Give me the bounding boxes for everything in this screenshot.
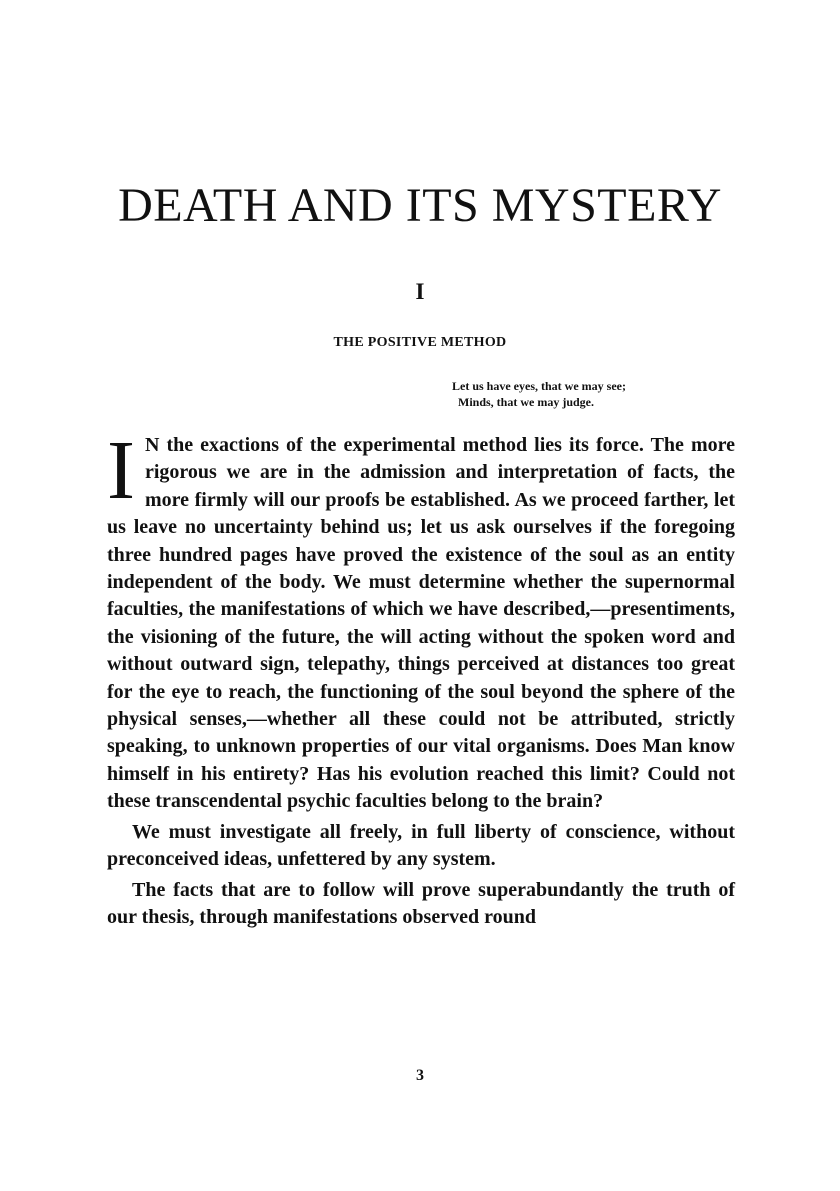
epigraph-line-1: Let us have eyes, that we may see; [452, 379, 626, 393]
epigraph [452, 378, 752, 410]
paragraph-3: The facts that are to follow will prove superabundantly the truth of our thesis, through manifestations observed round [107, 878, 735, 928]
paragraph-1-text: N the exactions of the experimental method lies its force. The more rigorous we are in the admission and interpretation of facts, the more firmly will our proofs be established. As we proceed farther, let us leave no uncertainty behind us; let us ask ourselves if the foregoing three hundred pages have proved the existence of the soul as an entity independent of the body. We must determine whether the supernormal faculties, the manifestations of which we have described,—presentiments, the visioning of the future, the will acting without the spoken word and without outward sign, telepathy, things perceived at distances too great for the eye to reach, the functioning of the soul beyond the sphere of the physical senses,—whether all these could not be attributed, strictly speaking, to unknown properties of our vital organisms. Does Man know himself in his entirety? Has his evolution reached this limit? Could not these transcendental psychic faculties belong to the brain? [107, 434, 735, 813]
page-number: 3 [416, 1067, 424, 1084]
chapter-title: THE POSITIVE METHOD [333, 335, 507, 350]
chapter-number: I [415, 279, 425, 304]
book-title: DEATH AND ITS MYSTERY [118, 179, 722, 232]
body-text [107, 424, 735, 931]
drop-cap: I [107, 424, 135, 517]
paragraph-1 [107, 424, 735, 816]
paragraph-2: We must investigate all freely, in full liberty of conscience, without preconceived ideas, unfettered by any system. [107, 820, 735, 871]
epigraph-line-2: Minds, that we may judge. [458, 395, 595, 409]
